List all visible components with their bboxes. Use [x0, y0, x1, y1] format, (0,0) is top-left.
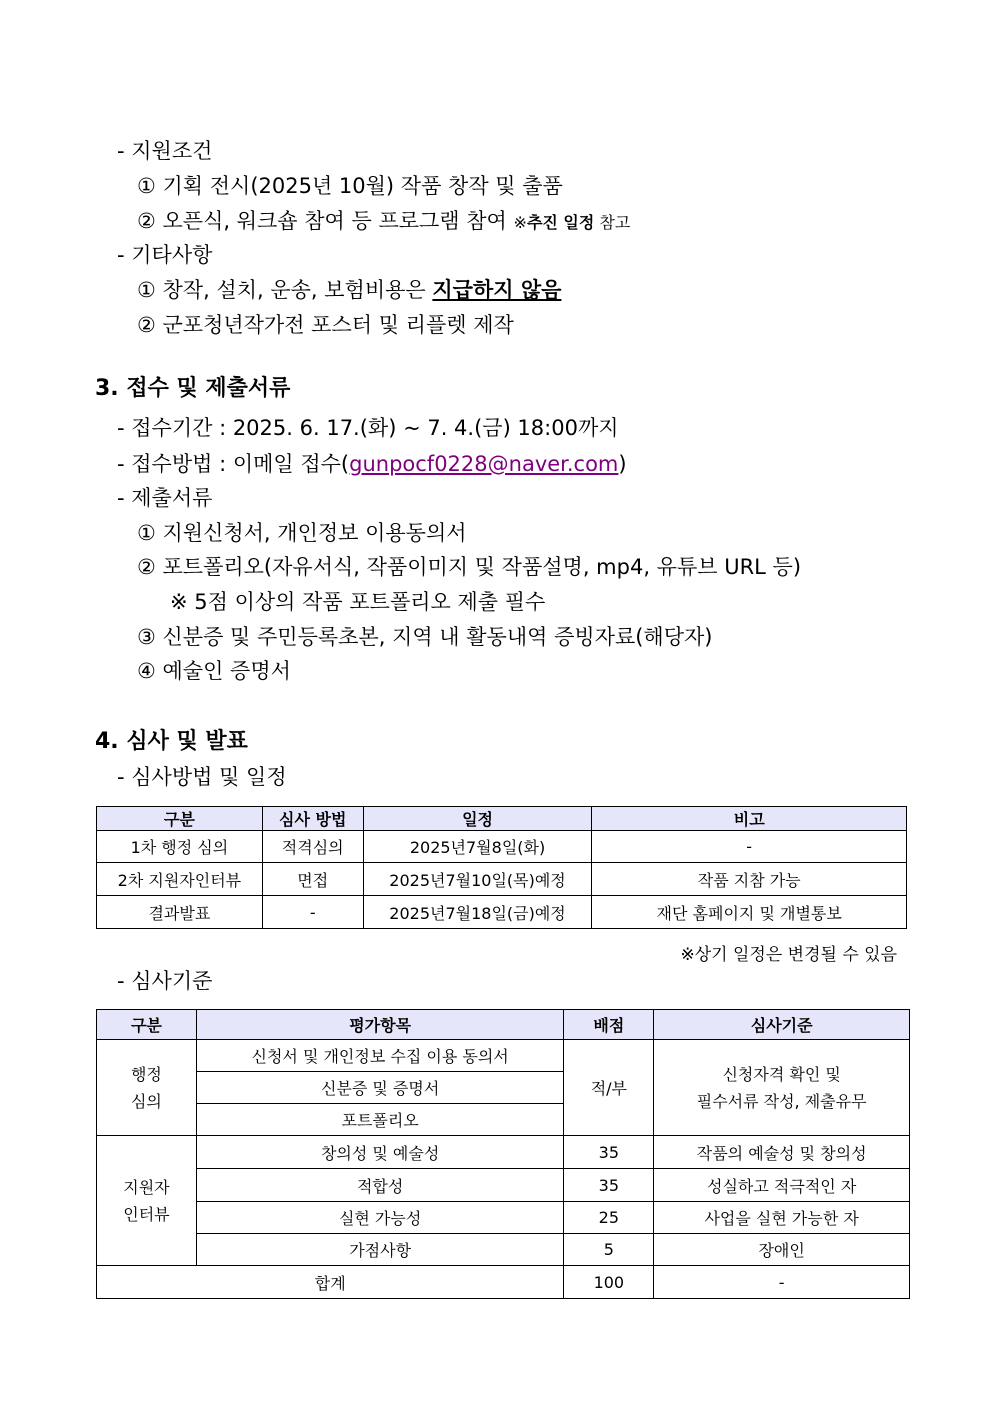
reception-period: - 접수기간 : 2025. 6. 17.(화) ~ 7. 4.(금) 18:00까지	[117, 416, 619, 440]
reception-method	[117, 449, 627, 479]
table-row	[97, 1169, 910, 1202]
condition-1: ① 기획 전시(2025년 10월) 작품 창작 및 출품	[137, 174, 563, 198]
cell: 2025년7월10일(목)예정	[363, 863, 592, 896]
admin-score: 적/부	[564, 1040, 654, 1136]
table-row	[97, 831, 907, 863]
header-score: 배점	[564, 1010, 654, 1040]
condition-2-text: ② 오픈식, 워크숍 참여 등 프로그램 참여	[137, 209, 507, 233]
schedule-header-row	[97, 807, 907, 831]
cell: 35	[564, 1136, 654, 1169]
cell: -	[592, 831, 907, 863]
cell: 작품의 예술성 및 창의성	[654, 1136, 910, 1169]
table-row	[97, 1234, 910, 1266]
cell: 신청서 및 개인정보 수집 이용 동의서	[196, 1040, 564, 1072]
cell: 2025년7월8일(화)	[363, 831, 592, 863]
criteria-table	[96, 1009, 910, 1299]
criteria-label: - 심사기준	[117, 969, 213, 993]
cell: 면접	[262, 863, 363, 896]
schedule-label: - 심사방법 및 일정	[117, 765, 287, 789]
document-2-note: ※ 5점 이상의 작품 포트폴리오 제출 필수	[170, 590, 546, 614]
cell: 성실하고 적극적인 자	[654, 1169, 910, 1202]
etc-2: ② 군포청년작가전 포스터 및 리플렛 제작	[137, 313, 514, 337]
admin-criteria: 신청자격 확인 및 필수서류 작성, 제출유무	[654, 1040, 910, 1136]
total-score: 100	[564, 1266, 654, 1299]
group-admin: 행정 심의	[97, 1040, 197, 1136]
note-suffix: 참고	[594, 213, 631, 232]
table-row	[97, 1136, 910, 1169]
table-row	[97, 863, 907, 896]
cell: -	[262, 896, 363, 929]
total-criteria: -	[654, 1266, 910, 1299]
cell: 결과발표	[97, 896, 263, 929]
document-4: ④ 예술인 증명서	[137, 659, 291, 683]
conditions-label: - 지원조건	[117, 139, 213, 163]
documents-label: - 제출서류	[117, 486, 213, 510]
condition-2	[137, 206, 630, 238]
header-date: 일정	[363, 807, 592, 831]
condition-2-note	[514, 213, 631, 232]
reception-method-close: )	[618, 452, 627, 476]
cell: 25	[564, 1202, 654, 1234]
etc-label: - 기타사항	[117, 243, 213, 267]
cell: 사업을 실현 가능한 자	[654, 1202, 910, 1234]
etc-1	[137, 275, 561, 305]
email-link[interactable]: gunpocf0228@naver.com	[349, 452, 619, 476]
document-1: ① 지원신청서, 개인정보 이용동의서	[137, 521, 467, 545]
header-method: 심사 방법	[262, 807, 363, 831]
cell: 장애인	[654, 1234, 910, 1266]
document-2: ② 포트폴리오(자유서식, 작품이미지 및 작품설명, mp4, 유튜브 URL 등)	[137, 555, 802, 579]
total-row	[97, 1266, 910, 1299]
header-item: 평가항목	[196, 1010, 564, 1040]
cell: 포트폴리오	[196, 1104, 564, 1136]
etc-1-text: ① 창작, 설치, 운송, 보험비용은	[137, 278, 433, 302]
cell: 신분증 및 증명서	[196, 1072, 564, 1104]
table-row	[97, 1202, 910, 1234]
total-label: 합계	[97, 1266, 564, 1299]
note-bold: 추진 일정	[526, 213, 595, 232]
cell: 35	[564, 1169, 654, 1202]
cell: 적격심의	[262, 831, 363, 863]
cell: 실현 가능성	[196, 1202, 564, 1234]
table-row	[97, 1040, 910, 1072]
note-mark: ※	[513, 213, 527, 232]
header-category: 구분	[97, 807, 263, 831]
document-3: ③ 신분증 및 주민등록초본, 지역 내 활동내역 증빙자료(해당자)	[137, 625, 713, 649]
table-row	[97, 896, 907, 929]
cell: 작품 지참 가능	[592, 863, 907, 896]
reception-method-text: - 접수방법 : 이메일 접수(	[117, 452, 350, 476]
schedule-table	[96, 806, 907, 929]
cell: 가점사항	[196, 1234, 564, 1266]
cell: 1차 행정 심의	[97, 831, 263, 863]
schedule-note: ※상기 일정은 변경될 수 있음	[680, 945, 897, 965]
cell: 창의성 및 예술성	[196, 1136, 564, 1169]
section-3-title: 3. 접수 및 제출서류	[95, 376, 291, 401]
cell: 5	[564, 1234, 654, 1266]
criteria-header-row	[97, 1010, 910, 1040]
group-interview: 지원자 인터뷰	[97, 1136, 197, 1266]
header-category: 구분	[97, 1010, 197, 1040]
cell: 2차 지원자인터뷰	[97, 863, 263, 896]
header-remarks: 비고	[592, 807, 907, 831]
cell: 적합성	[196, 1169, 564, 1202]
header-criteria: 심사기준	[654, 1010, 910, 1040]
cell: 재단 홈페이지 및 개별통보	[592, 896, 907, 929]
cell: 2025년7월18일(금)예정	[363, 896, 592, 929]
section-4-title: 4. 심사 및 발표	[95, 729, 248, 754]
etc-1-emphasis: 지급하지 않음	[432, 278, 562, 302]
